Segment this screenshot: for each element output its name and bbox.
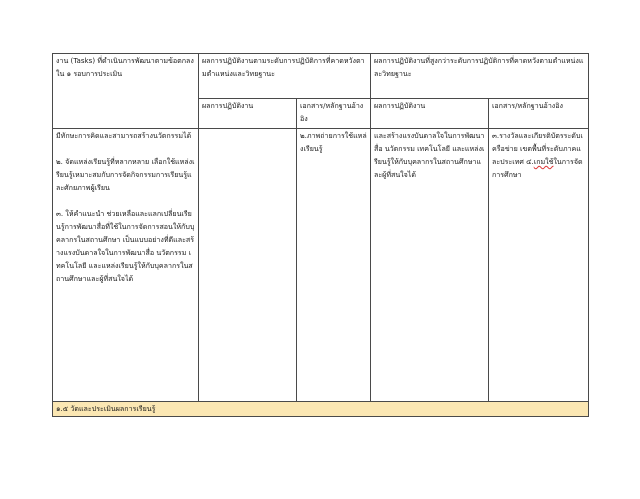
subheader-evidence-a	[297, 99, 371, 129]
header-task	[53, 54, 199, 129]
header-task-text: งาน (Tasks) ที่ดำเนินการพัฒนาตามข้อตกลงใน ๑ รอบการประเมิน	[56, 56, 194, 78]
task-paragraph-1: มีทักษะการคิดและสามารถสร้างนวัตกรรมได้	[56, 131, 192, 140]
agreement-table	[52, 53, 589, 417]
subheader-evidence-b	[489, 99, 589, 129]
header-expected-level	[199, 54, 371, 99]
header-expected-level-text: ผลการปฏิบัติงานตามระดับการปฏิบัติการที่คาดหวังตามตำแหน่งและวิทยฐานะ	[202, 56, 365, 78]
header-row-main	[53, 54, 589, 99]
task-cell	[53, 129, 199, 402]
subheader-performance-b-text: ผลการปฏิบัติงาน	[374, 101, 426, 110]
performance-b-text: และสร้างแรงบันดาลใจในการพัฒนาสื่อ นวัตกรรม เทคโนโลยี และแหล่งเรียนรู้ให้กับบุคลากรในสถานศึกษาและผู้ที่สนใจได้	[374, 131, 485, 179]
performance-b-cell	[371, 129, 489, 402]
subheader-performance-b	[371, 99, 489, 129]
task-paragraph-3: ๓. ให้คำแนะนำ ช่วยเหลือและแลกเปลี่ยนเรียนรู้การพัฒนาสื่อที่ใช้ในการจัดการสอนให้กับบุคลากรในสถานศึกษา เป็นแบบอย่างที่ดีและสร้างแรงบันดาลใจในการพัฒนาสื่อ นวัตกรรม เทคโนโลยี และแหล่งเรียนรู้ให้กับบุคลากรในสถานศึกษาและผู้ที่สนใจได้	[56, 209, 195, 283]
evidence-a-cell	[297, 129, 371, 402]
section-heading-cell	[53, 402, 589, 417]
subheader-evidence-b-text: เอกสาร/หลักฐานอ้างอิง	[492, 101, 563, 110]
subheader-performance-a	[199, 99, 297, 129]
subheader-performance-a-text: ผลการปฏิบัติงาน	[202, 101, 254, 110]
evidence-b-cell	[489, 129, 589, 402]
evidence-b-text-end: ในการจัดการศึกษา	[492, 157, 583, 179]
footer-row	[53, 402, 589, 417]
table-row	[53, 129, 589, 402]
header-above-expected-level	[371, 54, 589, 99]
evidence-a-text: ๒.ภาพถ่ายการใช้แหล่งเรียนรู้	[300, 131, 367, 153]
task-paragraph-2: ๒. จัดแหล่งเรียนรู้ที่หลากหลาย เลือกใช้แหล่งเรียนรู้เหมาะสมกับการจัดกิจกรรมการเรียนรู้และศักยภาพผู้เรียน	[56, 157, 195, 192]
spellcheck-marked-word: เกมใช้	[533, 157, 554, 166]
header-above-expected-level-text: ผลการปฏิบัติงานที่สูงกว่าระดับการปฏิบัติการที่คาดหวังตามตำแหน่งและวิทยฐานะ	[374, 56, 584, 78]
performance-a-cell	[199, 129, 297, 402]
evidence-b-text-start: ๓.รางวัลและเกียรติบัตรระดับเครือข่าย เขตพื้นที่ระดับภาคและประเทศ ๔.	[492, 131, 583, 166]
subheader-evidence-a-text: เอกสาร/หลักฐานอ้างอิง	[300, 101, 364, 123]
section-heading-text: ๑.๕ วัดและประเมินผลการเรียนรู้	[56, 404, 156, 413]
